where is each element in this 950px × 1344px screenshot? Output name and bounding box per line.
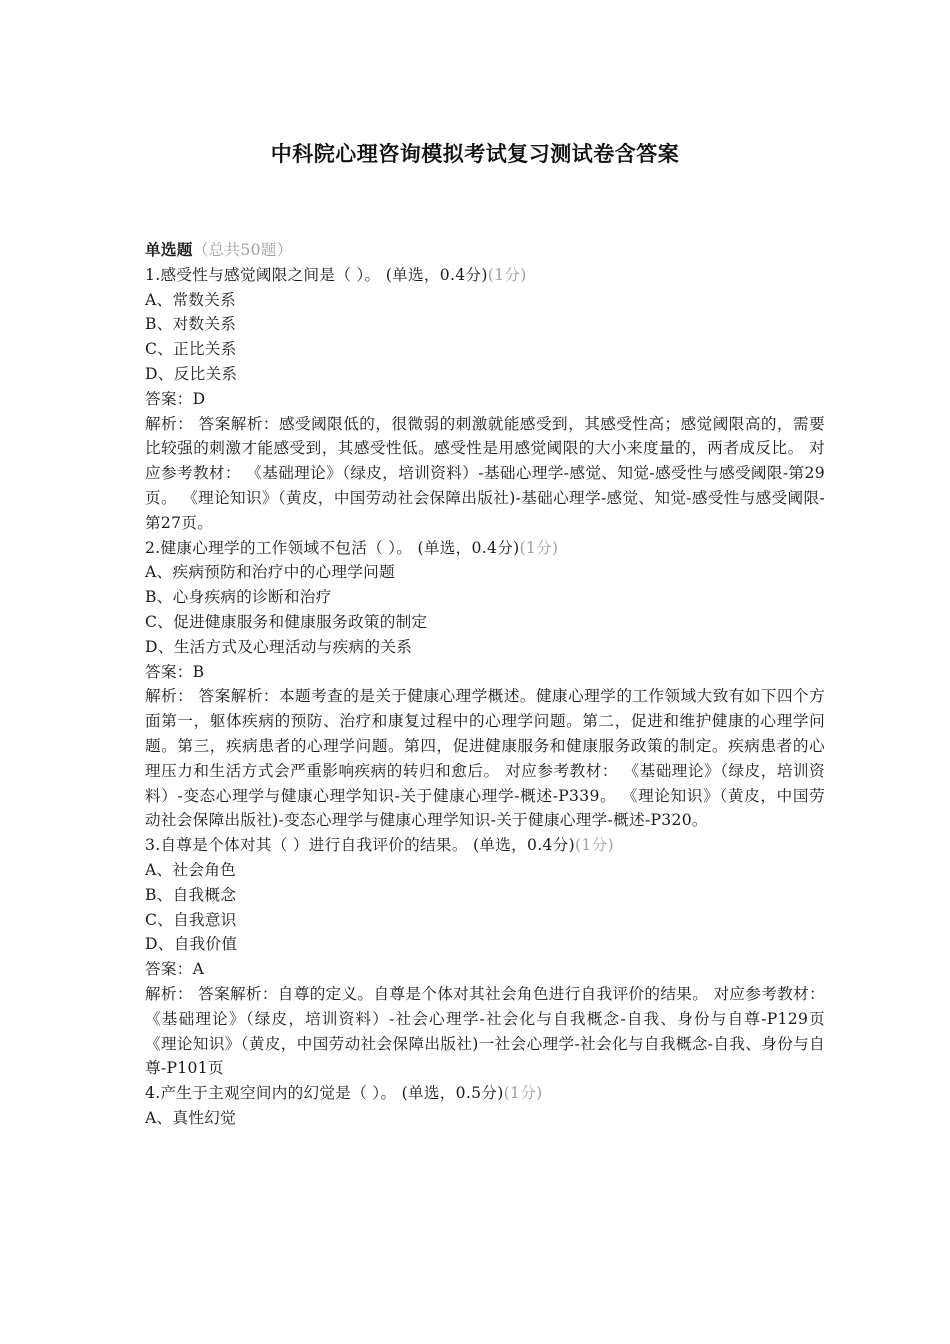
question-stem [145,536,825,561]
analysis: 解析： 答案解析：本题考查的是关于健康心理学概述。健康心理学的工作领域大致有如下四个方面第一，躯体疾病的预防、治疗和康复过程中的心理学问题。第二，促进和维护健康的心理学问题。第三，疾病患者的心理学问题。第四，促进健康服务和健康服务政策的制定。疾病患者的心理压力和生活方式会严重影响疾病的转归和愈后。 对应参考教材： 《基础理论》（绿皮，培训资料）-变态心理学与健康心理学知识-关于健康心理学-概述-P339。 《理论知识》（黄皮，中国劳动社会保障出版社)-变态心理学与健康心理学知识-关于健康心理学-概述-P320。 [145,687,825,830]
question-score: (1分) [503,1084,543,1103]
page-title: 中科院心理咨询模拟考试复习测试卷含答案 [270,141,680,166]
question-score: (1分) [487,265,527,284]
question-4 [145,1081,825,1131]
option-c: C、促进健康服务和健康服务政策的制定 [145,612,428,631]
option-b: B、对数关系 [145,315,237,334]
analysis: 解析： 答案解析：自尊的定义。自尊是个体对其社会角色进行自我评价的结果。 对应参考教材： 《基础理论》（绿皮，培训资料）-社会心理学-社会化与自我概念-自我、身份与自尊-P129页 《理论知识》（黄皮，中国劳动社会保障出版社)一社会心理学-社会化与自我概念-自我、身份与自尊-P101页 [145,984,825,1078]
section-heading [145,238,825,263]
question-stem [145,1081,825,1106]
option-c: C、自我意识 [145,910,237,929]
analysis: 解析： 答案解析：感受阈限低的，很微弱的刺激就能感受到，其感受性高；感觉阈限高的，需要比较强的刺激才能感受到，其感受性低。感受性是用感觉阈限的大小来度量的，两者成反比。 对应参考教材： 《基础理论》（绿皮，培训资料）-基础心理学-感觉、知觉-感受性与感受阈限-第29页。 《理论知识》（黄皮，中国劳动社会保障出版社)-基础心理学-感觉、知觉-感受性与感受阈限-第27页。 [145,414,825,532]
answer: 答案：B [145,662,205,681]
option-d: D、自我价值 [145,935,238,954]
option-c: C、正比关系 [145,340,237,359]
answer: 答案：D [145,389,206,408]
question-stem [145,263,825,288]
option-a: A、常数关系 [145,290,237,309]
question-stem [145,833,825,858]
section-count: （总共50题） [192,241,293,259]
question-3 [145,833,825,1081]
option-d: D、反比关系 [145,364,238,383]
option-b: B、自我概念 [145,885,237,904]
question-stem-text: 1.感受性与感觉阈限之间是（ ）。 (单选，0.4分) [145,265,488,284]
option-a: A、社会角色 [145,860,237,879]
question-1 [145,263,825,536]
question-list [145,238,825,1131]
section-label: 单选题 [145,240,193,259]
question-score: (1分) [575,836,614,855]
option-a: A、疾病预防和治疗中的心理学问题 [145,563,395,582]
option-a: A、真性幻觉 [145,1108,237,1127]
option-b: B、心身疾病的诊断和治疗 [145,588,332,607]
answer: 答案：A [145,960,205,979]
question-stem-text: 2.健康心理学的工作领域不包活（ ）。 (单选，0.4分) [145,538,520,557]
question-2 [145,536,825,834]
question-stem-text: 3.自尊是个体对其（ ）进行自我评价的结果。 (单选，0.4分) [145,836,576,855]
question-score: (1分) [519,538,559,557]
option-d: D、生活方式及心理活动与疾病的关系 [145,637,413,656]
question-stem-text: 4.产生于主观空间内的幻觉是（ ）。 (单选，0.5分) [145,1084,504,1103]
